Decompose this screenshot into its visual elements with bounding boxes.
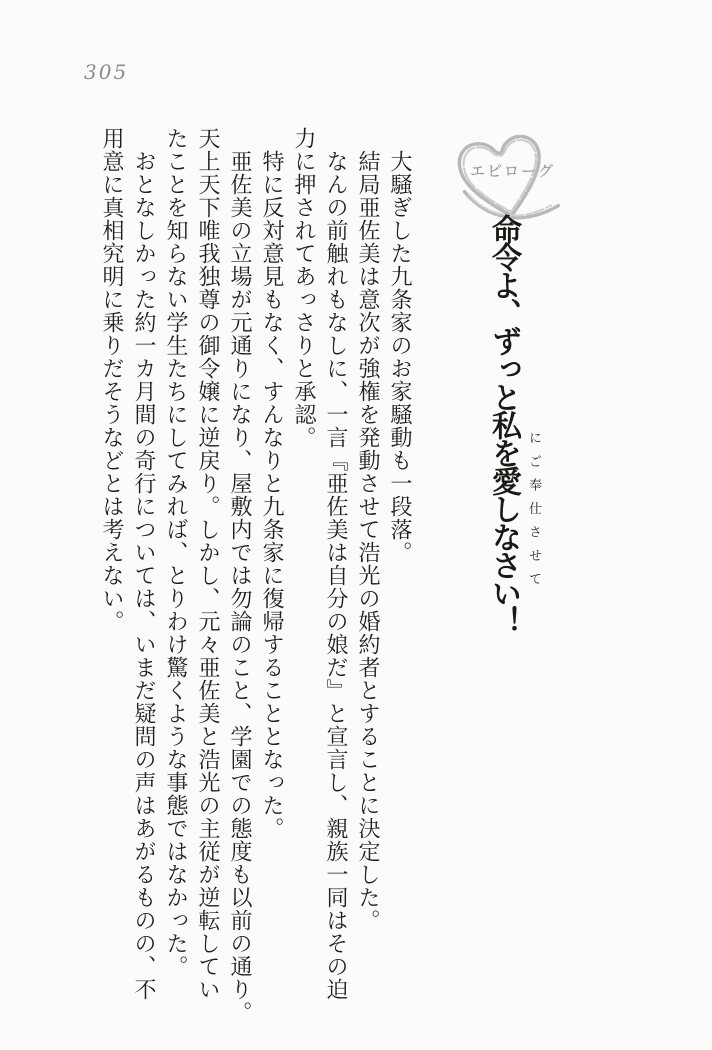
text-column: 特に反対意見もなく、すんなりと九条家に復帰することとなった。 [259, 127, 284, 840]
text-column: 大騒ぎした九条家のお家騒動も一段落。 [387, 127, 412, 564]
text-column: 結局亜佐美は意次が強権を発動させて浩光の婚約者とすることに決定した。 [355, 127, 380, 932]
text-column: 亜佐美の立場が元通りになり、屋敷内では勿論のこと、学園での態度も以前の通り。 [227, 127, 252, 1024]
body-text [95, 127, 415, 1024]
text-column: 天上天下唯我独尊の御令嬢に逆戻り。しかし、元々亜佐美と浩光の主従が逆転してい [195, 127, 220, 1001]
text-column: 用意に真相究明に乗りだそうなどとは考えない。 [99, 127, 124, 633]
text-column: おとなしかった約一カ月間の奇行については、いまだ疑問の声はあがるものの、不 [131, 127, 156, 1001]
page-number: 305 [84, 60, 129, 84]
chapter-title: 命令よ、ずっと私を愛しなさい！ [486, 214, 521, 634]
text-column: なんの前触れもなしに、一言『亜佐美は自分の娘だ』と宣言し、親族一同はその迫 [323, 127, 348, 1001]
chapter-label: エピローグ [470, 162, 556, 180]
text-column: たことを知らない学生たちにしてみれば、とりわけ驚くような事態ではなかった。 [163, 127, 188, 978]
text-column: 力に押されてあっさりと承認。 [291, 127, 316, 449]
chapter-title-ruby: にご奉仕させて [526, 431, 541, 596]
